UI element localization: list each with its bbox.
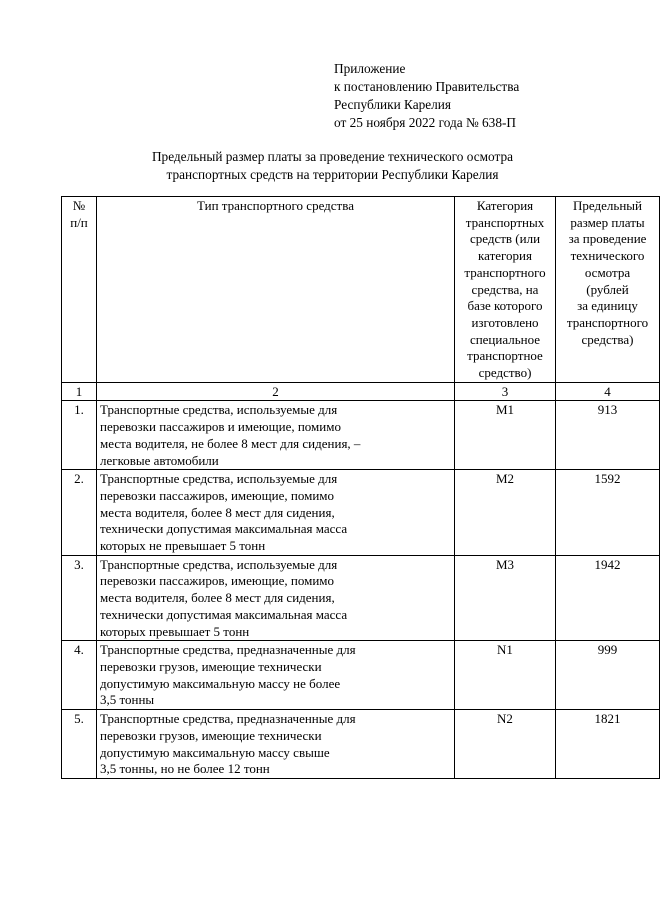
header-fee-line: транспортного — [566, 314, 649, 330]
vehicle-type-cell — [97, 470, 455, 556]
appendix-line: Приложение — [334, 61, 406, 76]
column-number: 2 — [97, 382, 455, 401]
vehicle-type-line: перевозки пассажиров и имеющие, помимо — [100, 419, 341, 435]
header-fee — [556, 197, 660, 383]
category-cell: N1 — [455, 641, 556, 710]
header-category-line: средств (или — [469, 231, 541, 247]
table-row — [62, 555, 660, 641]
header-fee-line: размер платы — [570, 214, 645, 230]
header-category-line: категория — [478, 248, 532, 264]
table-row — [62, 470, 660, 556]
column-number-row — [62, 382, 660, 401]
vehicle-type-cell — [97, 641, 455, 710]
row-number: 5. — [62, 710, 97, 779]
fee-table — [61, 196, 660, 779]
fee-cell: 1942 — [556, 555, 660, 641]
fee-cell: 913 — [556, 401, 660, 470]
header-fee-line: (рублей — [586, 281, 629, 297]
header-category-line: транспортного — [464, 264, 546, 280]
header-category-line: специальное — [469, 331, 541, 347]
vehicle-type-line: 3,5 тонны, но не более 12 тонн — [100, 761, 270, 777]
fee-cell: 999 — [556, 641, 660, 710]
vehicle-type-line: которых не превышает 5 тонн — [100, 538, 266, 554]
vehicle-type-line: перевозки грузов, имеющие технически — [100, 727, 322, 743]
header-category-line: базе которого — [467, 298, 543, 314]
vehicle-type-line: перевозки пассажиров, имеющие, помимо — [100, 573, 334, 589]
header-fee-line: осмотра — [584, 264, 631, 280]
vehicle-type-line: Транспортные средства, предназначенные для — [100, 711, 356, 727]
header-category-line: средства, на — [471, 281, 539, 297]
header-fee-line: за проведение — [568, 231, 647, 247]
appendix-line: к постановлению Правительства — [334, 79, 520, 94]
header-fee-line: средства) — [581, 331, 634, 347]
category-cell: M2 — [455, 470, 556, 556]
document-title — [60, 148, 605, 184]
vehicle-type-line: технически допустимая максимальная масса — [100, 521, 348, 537]
table-header-row — [62, 197, 660, 383]
appendix-block — [334, 60, 519, 132]
header-number-line: № — [72, 198, 86, 213]
vehicle-type-cell — [97, 555, 455, 641]
header-fee-line: за единицу — [577, 298, 638, 314]
header-category-line: транспортное — [467, 348, 543, 364]
row-number: 1. — [62, 401, 97, 470]
column-number: 1 — [62, 382, 97, 401]
vehicle-type-line: технически допустимая максимальная масса — [100, 606, 348, 622]
vehicle-type-line: перевозки пассажиров, имеющие, помимо — [100, 487, 334, 503]
header-category-line: средство) — [478, 365, 532, 381]
vehicle-type-line: Транспортные средства, используемые для — [100, 471, 338, 487]
appendix-line: Республики Карелия — [334, 97, 452, 112]
category-cell: N2 — [455, 710, 556, 779]
title-line: Предельный размер платы за проведение технического осмотра — [151, 149, 514, 164]
header-category-line: изготовлено — [471, 314, 539, 330]
header-number-line: п/п — [70, 214, 88, 230]
column-number: 3 — [455, 382, 556, 401]
fee-cell: 1592 — [556, 470, 660, 556]
vehicle-type-line: места водителя, более 8 мест для сидения, — [100, 504, 335, 520]
table-row — [62, 641, 660, 710]
category-cell: M1 — [455, 401, 556, 470]
table-row — [62, 710, 660, 779]
header-fee-line: Предельный — [573, 198, 642, 213]
vehicle-type-cell — [97, 401, 455, 470]
vehicle-type-line: Транспортные средства, используемые для — [100, 402, 338, 418]
category-cell: M3 — [455, 555, 556, 641]
vehicle-type-line: допустимую максимальную массу свыше — [100, 744, 330, 760]
vehicle-type-line: допустимую максимальную массу не более — [100, 675, 341, 691]
appendix-line: от 25 ноября 2022 года № 638-П — [334, 115, 516, 130]
column-number: 4 — [556, 382, 660, 401]
table-row — [62, 401, 660, 470]
header-vehicle-type: Тип транспортного средства — [97, 197, 455, 383]
vehicle-type-line: места водителя, не более 8 мест для сидения, – — [100, 435, 361, 451]
row-number: 4. — [62, 641, 97, 710]
vehicle-type-line: места водителя, более 8 мест для сидения, — [100, 590, 335, 606]
header-fee-line: технического — [570, 248, 645, 264]
row-number: 2. — [62, 470, 97, 556]
vehicle-type-line: Транспортные средства, предназначенные для — [100, 642, 356, 658]
vehicle-type-line: которых превышает 5 тонн — [100, 623, 250, 639]
title-line: транспортных средств на территории Республики Карелия — [166, 167, 499, 182]
row-number: 3. — [62, 555, 97, 641]
fee-cell: 1821 — [556, 710, 660, 779]
header-category — [455, 197, 556, 383]
header-category-line: транспортных — [465, 214, 545, 230]
vehicle-type-cell — [97, 710, 455, 779]
header-number — [62, 197, 97, 383]
vehicle-type-line: легковые автомобили — [100, 452, 219, 468]
vehicle-type-line: перевозки грузов, имеющие технически — [100, 658, 322, 674]
vehicle-type-line: 3,5 тонны — [100, 692, 155, 708]
vehicle-type-line: Транспортные средства, используемые для — [100, 556, 338, 572]
header-category-line: Категория — [476, 198, 534, 213]
